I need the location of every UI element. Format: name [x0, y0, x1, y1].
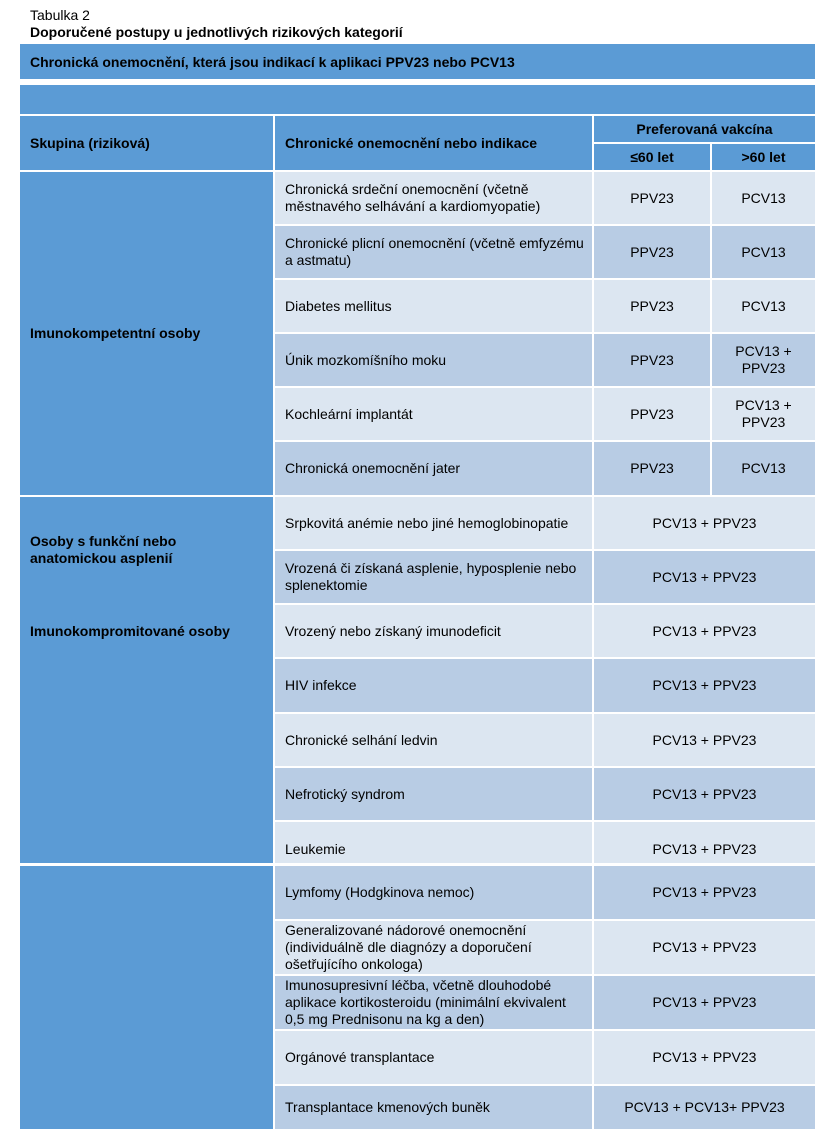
- row-indication: Chronické plicní onemocnění (včetně emfyzému a astmatu): [275, 226, 592, 278]
- row-indication: Imunosupresivní léčba, včetně dlouhodobé aplikace kortikosteroidu (minimální ekvivalent 0,5 mg Prednisonu na kg a den): [275, 976, 592, 1029]
- row-indication: Leukemie: [275, 822, 592, 863]
- row-indication: Únik mozkomíšního moku: [275, 334, 592, 386]
- group-label-asplenia: Osoby s funkční nebo anatomickou asplenií: [30, 533, 177, 566]
- header-age-gt60: >60 let: [712, 144, 815, 170]
- row-vaccine-all-ages: PCV13 + PPV23: [594, 605, 815, 657]
- row-indication: Kochleární implantát: [275, 388, 592, 440]
- row-vaccine-all-ages: PCV13 + PPV23: [594, 921, 815, 974]
- group-label-immunocompetent: Imunokompetentní osoby: [30, 325, 201, 341]
- row-indication: Chronické selhání ledvin: [275, 714, 592, 766]
- row-indication: Transplantace kmenových buněk: [275, 1086, 592, 1129]
- row-indication: Generalizované nádorové onemocnění (individuálně dle diagnózy a doporučení ošetřujícího onkologa): [275, 921, 592, 974]
- row-vaccine-all-ages: PCV13 + PPV23: [594, 976, 815, 1029]
- row-vaccine-gt60: PCV13: [712, 442, 815, 495]
- table-caption-title: Doporučené postupy u jednotlivých rizikových kategorií: [30, 24, 403, 40]
- row-vaccine-all-ages: PCV13 + PPV23: [594, 551, 815, 603]
- table-title-bar: [20, 44, 815, 81]
- table-blank-bar: [20, 85, 815, 116]
- header-preferred-vaccine: Preferovaná vakcína: [594, 116, 815, 142]
- row-vaccine-lt60: PPV23: [594, 280, 710, 332]
- header-group: Skupina (riziková): [20, 116, 273, 170]
- row-vaccine-gt60: PCV13 + PPV23: [712, 334, 815, 386]
- table-title: Chronická onemocnění, která jsou indikací k aplikaci PPV23 nebo PCV13: [30, 53, 515, 70]
- row-vaccine-all-ages: PCV13 + PPV23: [594, 866, 815, 919]
- row-vaccine-gt60: PCV13: [712, 172, 815, 224]
- row-vaccine-lt60: PPV23: [594, 172, 710, 224]
- row-vaccine-all-ages: PCV13 + PPV23: [594, 714, 815, 766]
- row-vaccine-gt60: PCV13: [712, 280, 815, 332]
- row-vaccine-all-ages: PCV13 + PPV23: [594, 768, 815, 820]
- row-vaccine-lt60: PPV23: [594, 388, 710, 440]
- table-caption-label: Tabulka 2: [30, 7, 90, 23]
- row-vaccine-gt60: PCV13: [712, 226, 815, 278]
- row-vaccine-all-ages: PCV13 + PCV13+ PPV23: [594, 1086, 815, 1129]
- row-vaccine-lt60: PPV23: [594, 226, 710, 278]
- header-age-lt60: ≤60 let: [594, 144, 710, 170]
- header-indication: Chronické onemocnění nebo indikace: [275, 116, 592, 170]
- row-vaccine-gt60: PCV13 + PPV23: [712, 388, 815, 440]
- row-indication: Chronická srdeční onemocnění (včetně městnavého selhávání a kardiomyopatie): [275, 172, 592, 224]
- row-indication: Vrozená či získaná asplenie, hyposplenie nebo splenektomie: [275, 551, 592, 603]
- row-vaccine-all-ages: PCV13 + PPV23: [594, 822, 815, 863]
- row-vaccine-all-ages: PCV13 + PPV23: [594, 1031, 815, 1084]
- group-cell-immunocompromised-continued: [20, 866, 273, 1129]
- row-indication: Orgánové transplantace: [275, 1031, 592, 1084]
- row-indication: Vrozený nebo získaný imunodeficit: [275, 605, 592, 657]
- row-vaccine-all-ages: PCV13 + PPV23: [594, 497, 815, 549]
- row-vaccine-lt60: PPV23: [594, 334, 710, 386]
- row-indication: HIV infekce: [275, 659, 592, 712]
- group-label-immunocompromised: Imunokompromitované osoby: [30, 623, 230, 639]
- row-indication: Diabetes mellitus: [275, 280, 592, 332]
- row-indication: Nefrotický syndrom: [275, 768, 592, 820]
- row-indication: Chronická onemocnění jater: [275, 442, 592, 495]
- row-indication: Lymfomy (Hodgkinova nemoc): [275, 866, 592, 919]
- row-indication: Srpkovitá anémie nebo jiné hemoglobinopatie: [275, 497, 592, 549]
- row-vaccine-lt60: PPV23: [594, 442, 710, 495]
- row-vaccine-all-ages: PCV13 + PPV23: [594, 659, 815, 712]
